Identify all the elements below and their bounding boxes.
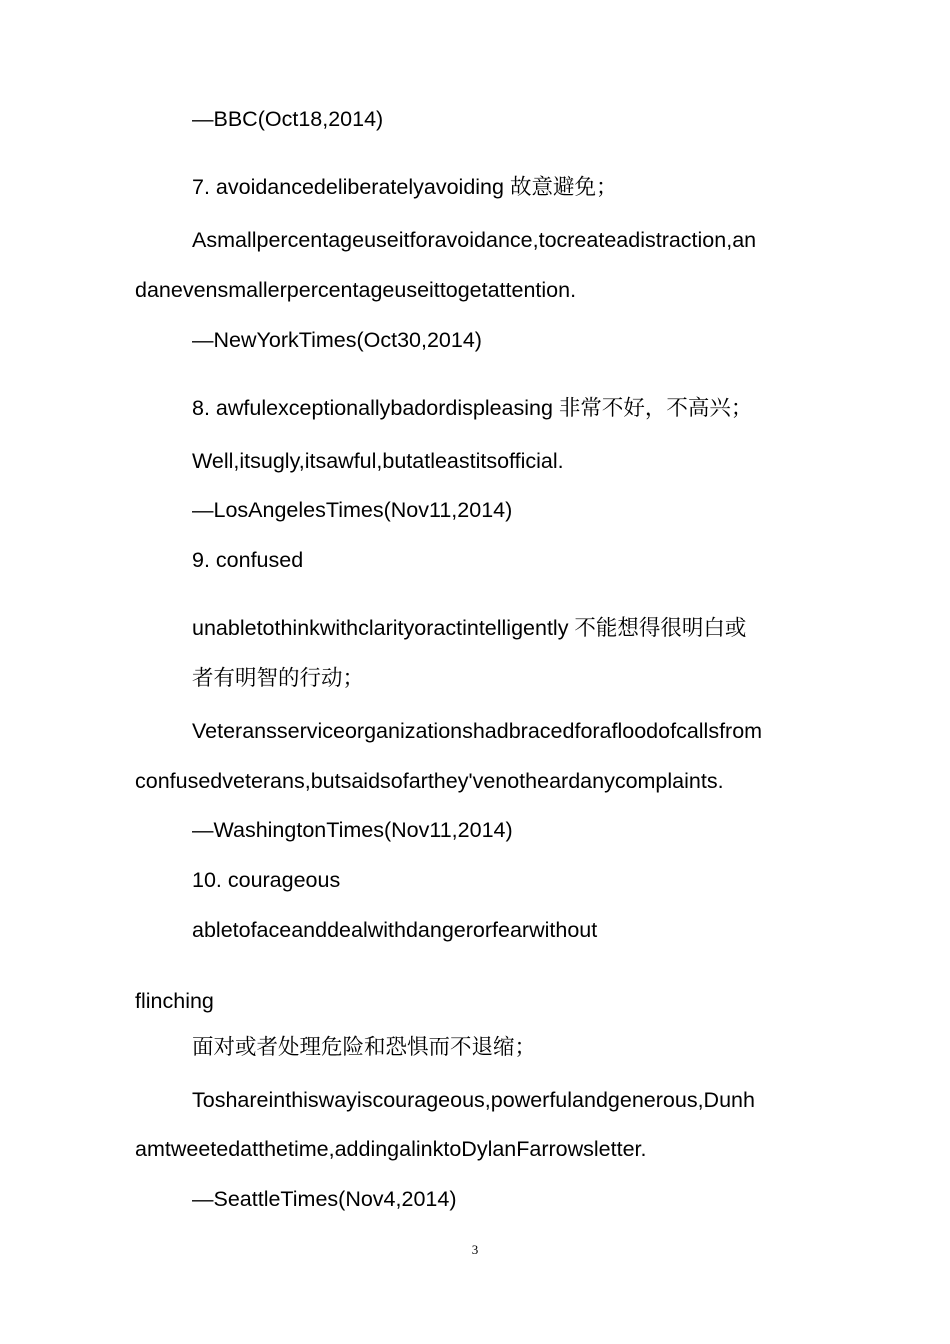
entry-10-definition-line-2: flinching <box>135 989 214 1013</box>
source-citation-wt: —WashingtonTimes(Nov11,2014) <box>192 818 513 842</box>
source-citation-nyt: —NewYorkTimes(Oct30,2014) <box>192 328 482 352</box>
entry-10-chinese-definition: 面对或者处理危险和恐惧而不退缩； <box>192 1035 537 1059</box>
entry-9-example-line-2: confusedveterans,butsaidsofarthey'venotheardanycomplaints. <box>135 769 724 793</box>
entry-7-example-line-1: Asmallpercentageuseitforavoidance,tocreateadistraction,an <box>192 228 757 252</box>
entry-10-example-line-1: Toshareinthiswayiscourageous,powerfulandgenerous,Dunh <box>192 1088 755 1112</box>
entry-7-example-line-2: danevensmallerpercentageuseittogetattention. <box>135 278 577 302</box>
entry-7-heading: 7. avoidancedeliberatelyavoiding 故意避免； <box>192 175 618 199</box>
entry-9-definition-line-2: 者有明智的行动； <box>192 666 365 690</box>
entry-10-heading: 10. courageous <box>192 868 341 892</box>
entry-9-definition-line-1: unabletothinkwithclarityoractintelligently 不能想得很明白或 <box>192 616 747 640</box>
entry-9-heading: 9. confused <box>192 548 304 572</box>
entry-10-example-line-2: amtweetedatthetime,addingalinktoDylanFarrowsletter. <box>135 1137 647 1161</box>
entry-10-definition-line-1: abletofaceanddealwithdangerorfearwithout <box>192 918 598 942</box>
page-number: 3 <box>471 1242 479 1257</box>
source-citation-st: —SeattleTimes(Nov4,2014) <box>192 1187 457 1211</box>
source-citation-lat: —LosAngelesTimes(Nov11,2014) <box>192 498 513 522</box>
entry-8-heading: 8. awfulexceptionallybadordispleasing 非常不好，不高兴； <box>192 396 753 420</box>
source-citation-bbc: —BBC(Oct18,2014) <box>192 107 384 131</box>
entry-8-example: Well,itsugly,itsawful,butatleastitsofficial. <box>192 449 564 473</box>
entry-9-example-line-1: Veteransserviceorganizationshadbracedforafloodofcallsfrom <box>192 719 763 743</box>
